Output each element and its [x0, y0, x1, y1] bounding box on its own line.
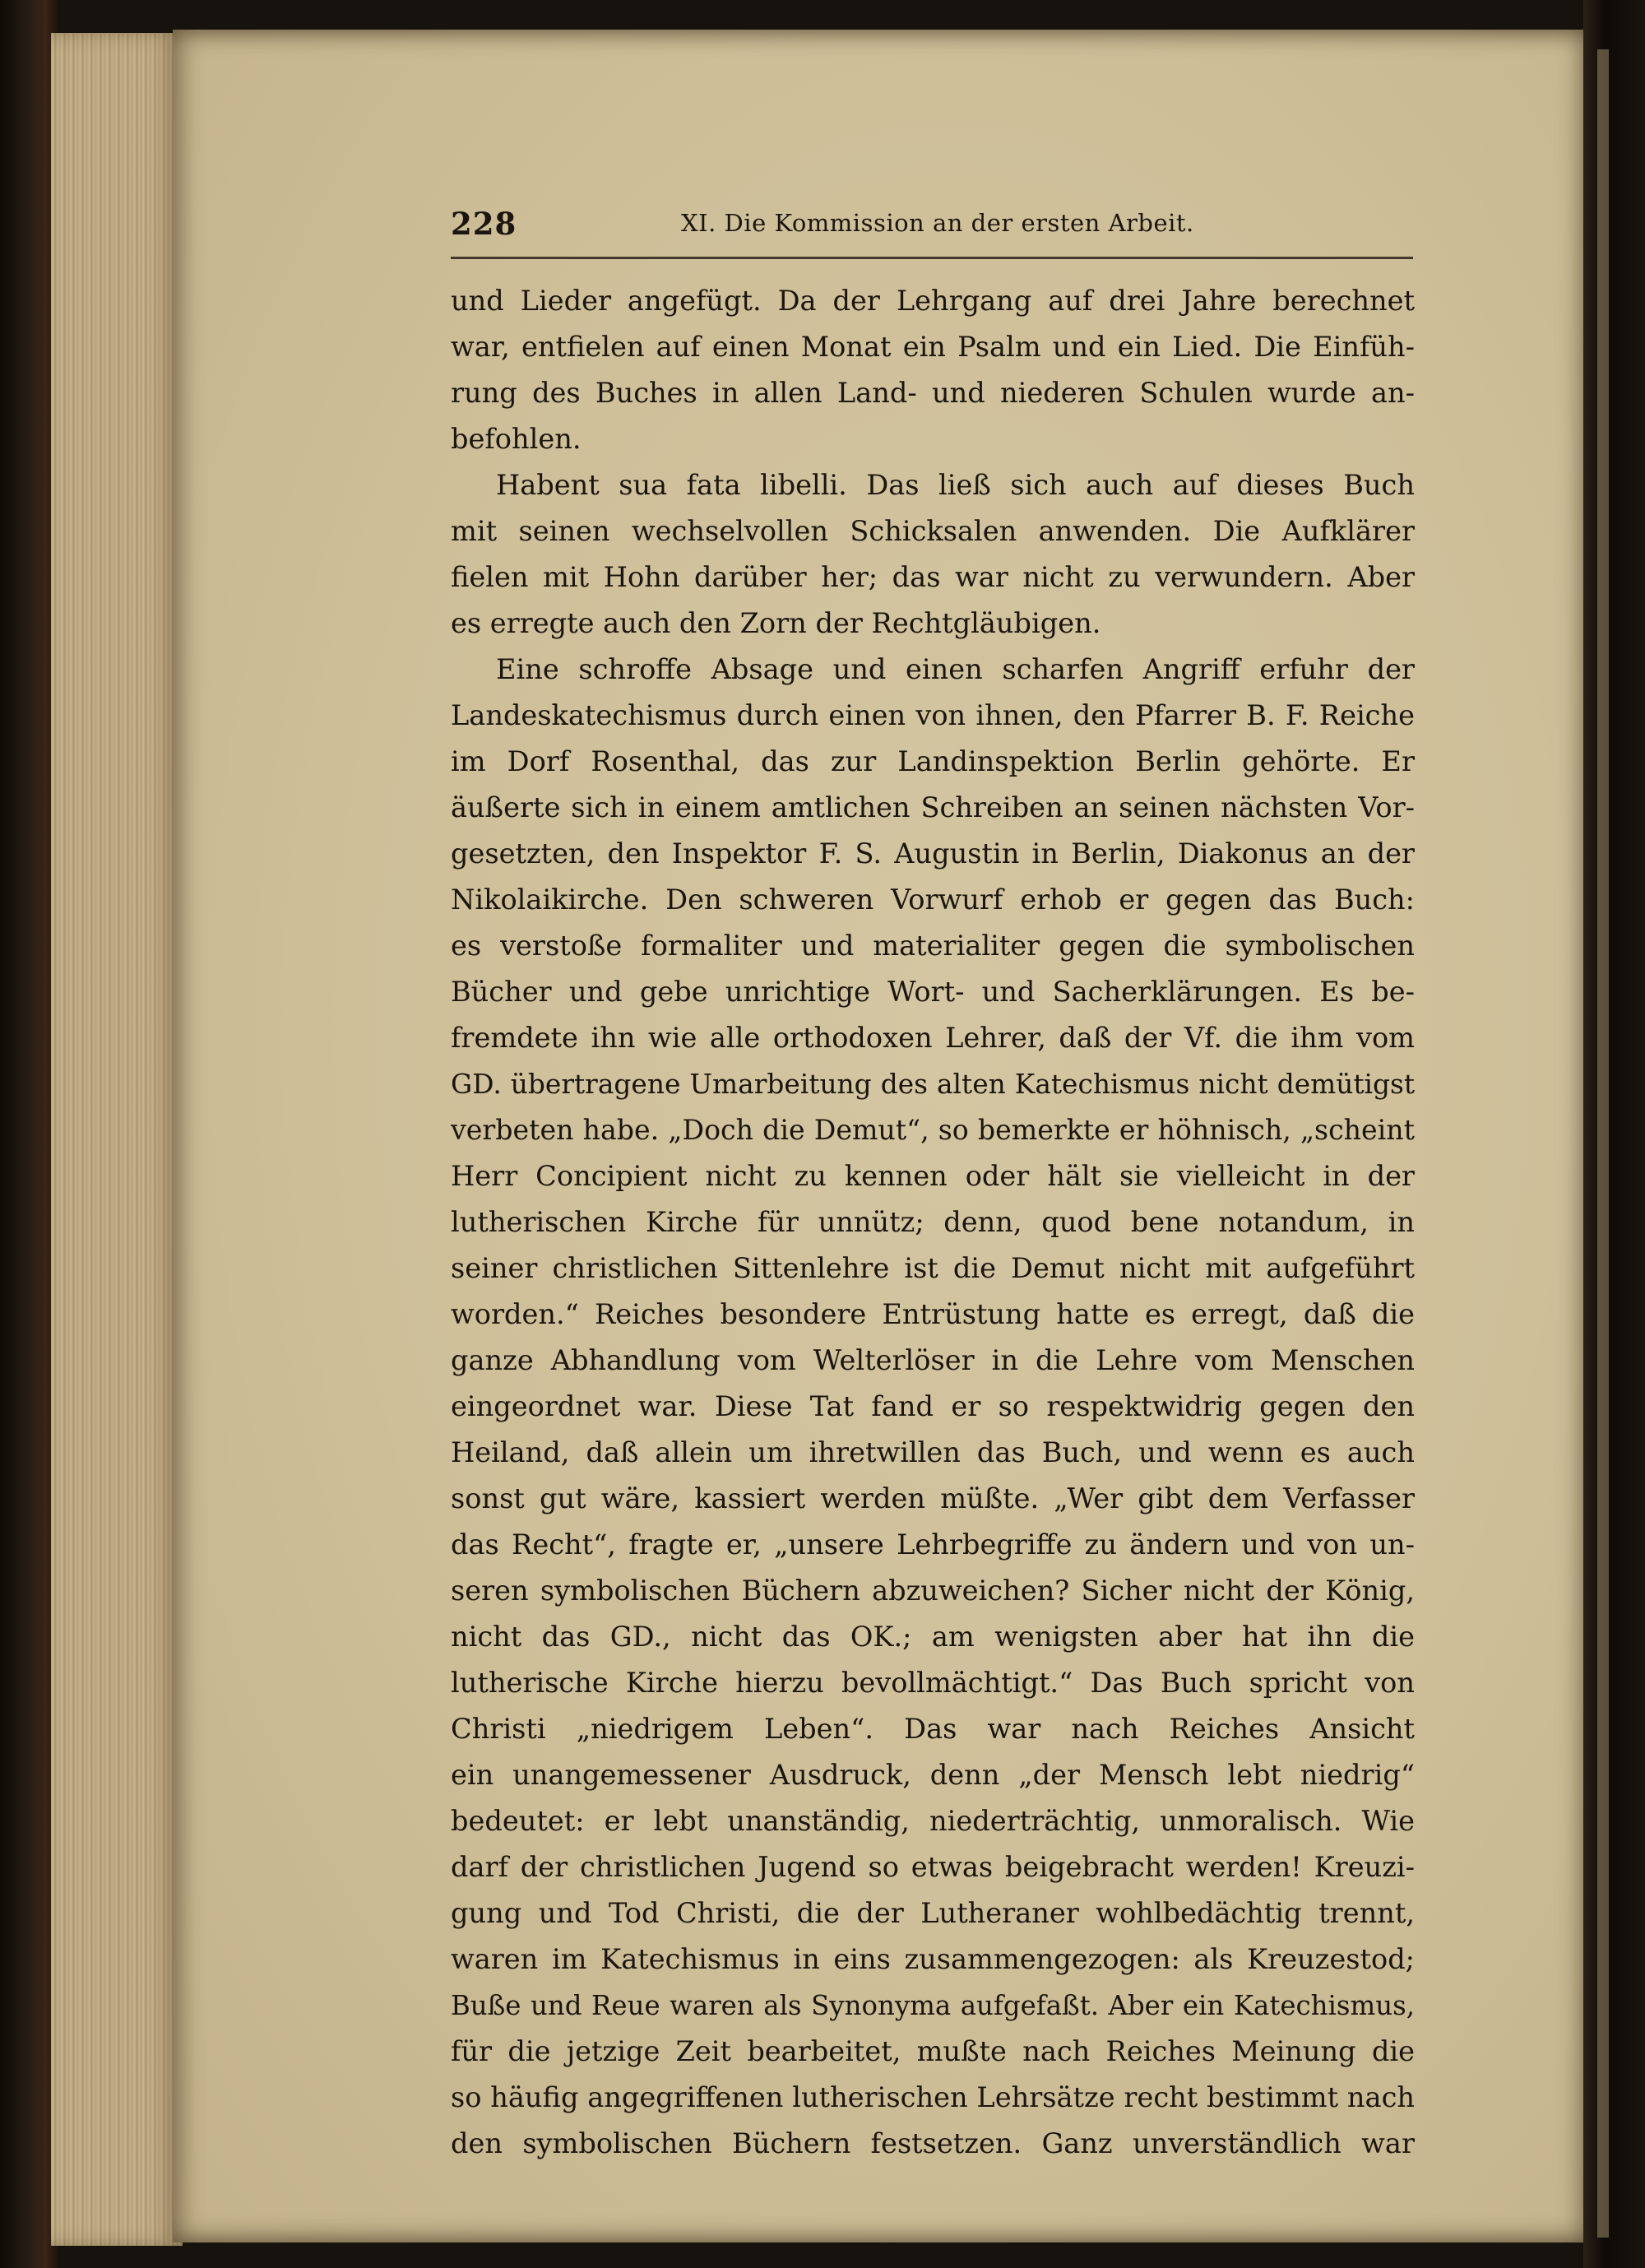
text-line: so häufig angegriffenen lutherischen Lehrsätze recht bestimmt nach: [451, 2081, 1415, 2113]
text-line: rung des Buches in allen Land- und niederen Schulen wurde an-: [451, 377, 1415, 409]
text-line: Bücher und gebe unrichtige Wort- und Sacherklärungen. Es be-: [451, 976, 1415, 1008]
text-line: gesetzten, den Inspektor F. S. Augustin in Berlin, Diakonus an der: [451, 837, 1415, 870]
text-line: befohlen.: [451, 423, 582, 455]
text-line: im Dorf Rosenthal, das zur Landinspektion Berlin gehörte. Er: [451, 745, 1415, 777]
book-cover-edge: [0, 0, 58, 2268]
text-line: sonst gut wäre, kassiert werden müßte. „Wer gibt dem Verfasser: [451, 1482, 1415, 1514]
text-line: Nikolaikirche. Den schweren Vorwurf erhob er gegen das Buch:: [451, 884, 1415, 916]
text-line: darf der christlichen Jugend so etwas beigebracht werden! Kreuzi-: [451, 1851, 1415, 1883]
text-line: Heiland, daß allein um ihretwillen das Buch, und wenn es auch: [451, 1436, 1415, 1468]
text-line: ein unangemessener Ausdruck, denn „der Mensch lebt niedrig“: [451, 1759, 1415, 1791]
running-head: [451, 206, 1413, 255]
text-line: Herr Concipient nicht zu kennen oder hält sie vielleicht in der: [451, 1160, 1415, 1192]
text-line: Eine schroffe Absage und einen scharfen Angriff erfuhr der: [496, 653, 1415, 685]
text-line: es verstoße formaliter und materialiter gegen die symbolischen: [451, 930, 1415, 962]
chapter-title: XI. Die Kommission an der ersten Arbeit.: [681, 209, 1194, 237]
text-line: und Lieder angefügt. Da der Lehrgang auf drei Jahre berechnet: [451, 285, 1415, 317]
text-line: es erregte auch den Zorn der Rechtgläubigen.: [451, 607, 1101, 639]
text-line: lutherische Kirche hierzu bevollmächtigt.“ Das Buch spricht von: [451, 1667, 1415, 1699]
text-line: GD. übertragene Umarbeitung des alten Katechismus nicht demütigst: [451, 1069, 1415, 1100]
text-line: seiner christlichen Sittenlehre ist die Demut nicht mit aufgeführt: [451, 1252, 1415, 1284]
text-line: Christi „niedrigem Leben“. Das war nach Reiches Ansicht: [451, 1713, 1415, 1745]
text-line: ganze Abhandlung vom Welterlöser in die Lehre vom Menschen: [451, 1344, 1415, 1376]
text-line: Landeskatechismus durch einen von ihnen, den Pfarrer B. F. Reiche: [451, 699, 1415, 731]
text-line: das Recht“, fragte er, „unsere Lehrbegriffe zu ändern und von un-: [451, 1528, 1415, 1561]
text-line: fielen mit Hohn darüber her; das war nicht zu verwundern. Aber: [451, 561, 1415, 593]
text-line: worden.“ Reiches besondere Entrüstung hatte es erregt, daß die: [451, 1298, 1415, 1330]
text-line: fremdete ihn wie alle orthodoxen Lehrer, daß der Vf. die ihm vom: [451, 1022, 1415, 1054]
text-line: für die jetzige Zeit bearbeitet, mußte nach Reiches Meinung die: [451, 2035, 1415, 2067]
text-line: Habent sua fata libelli. Das ließ sich auch auf dieses Buch: [496, 469, 1415, 501]
text-line: war, entfielen auf einen Monat ein Psalm und ein Lied. Die Einfüh-: [451, 331, 1415, 363]
text-line: gung und Tod Christi, die der Lutheraner wohlbedächtig trennt,: [451, 1897, 1415, 1929]
book-gutter: [1583, 0, 1645, 2268]
text-line: eingeordnet war. Diese Tat fand er so respektwidrig gegen den: [451, 1390, 1415, 1422]
text-line: äußerte sich in einem amtlichen Schreiben an seinen nächsten Vor-: [451, 791, 1415, 823]
text-line: den symbolischen Büchern festsetzen. Ganz unverständlich war: [451, 2127, 1415, 2159]
page-number: 228: [451, 206, 517, 242]
text-line: bedeutet: er lebt unanständig, niederträchtig, unmoralisch. Wie: [451, 1805, 1415, 1837]
text-line: lutherischen Kirche für unnütz; denn, quod bene notandum, in: [451, 1206, 1415, 1238]
text-line: nicht das GD., nicht das OK.; am wenigsten aber hat ihn die: [451, 1621, 1415, 1653]
text-line: Buße und Reue waren als Synonyma aufgefaßt. Aber ein Katechismus,: [451, 1990, 1415, 2021]
text-line: seren symbolischen Büchern abzuweichen? Sicher nicht der König,: [451, 1575, 1415, 1607]
body-text: [451, 278, 1415, 2167]
text-line: verbeten habe. „Doch die Demut“, so bemerkte er höhnisch, „scheint: [451, 1114, 1415, 1146]
text-line: mit seinen wechselvollen Schicksalen anwenden. Die Aufklärer: [451, 515, 1415, 547]
page-edges: [51, 33, 183, 2246]
next-page-edge: [1597, 49, 1609, 2238]
header-rule: [451, 257, 1413, 259]
text-line: waren im Katechismus in eins zusammengezogen: als Kreuzestod;: [451, 1943, 1415, 1975]
